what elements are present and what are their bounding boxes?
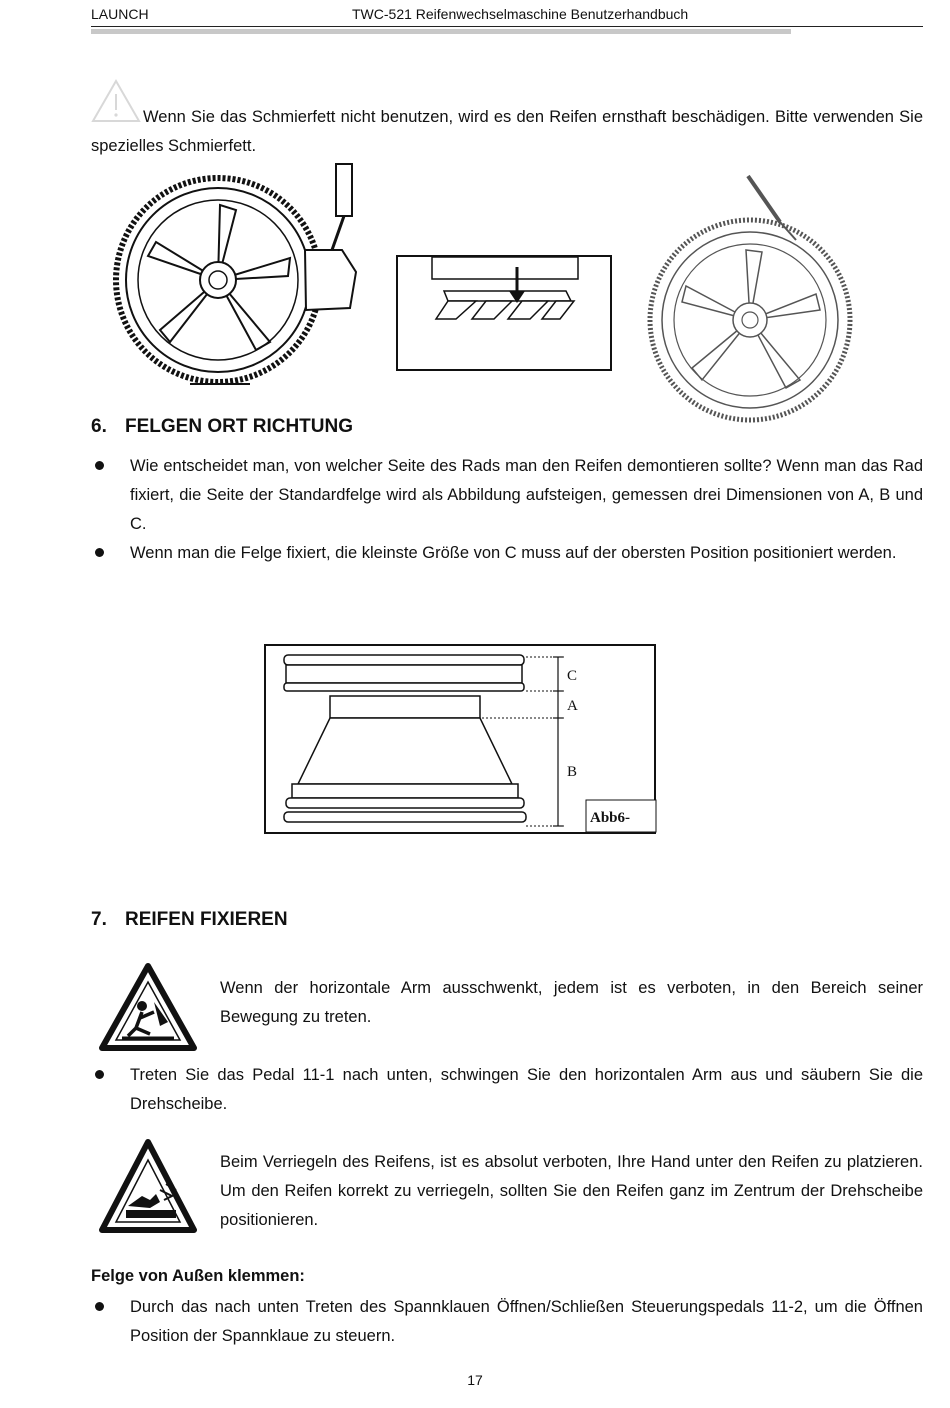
header-rule-shade: [91, 29, 791, 34]
clamp-subheading: Felge von Außen klemmen:: [91, 1267, 305, 1285]
page-number: 17: [467, 1372, 483, 1388]
bullet-marker: [95, 1302, 104, 1311]
header-brand: LAUNCH: [91, 6, 149, 22]
bead-breaker-detail-illustration: [396, 255, 612, 371]
section-7-title: REIFEN FIXIEREN: [125, 909, 288, 930]
crush-hazard-warning-icon: [98, 962, 198, 1052]
dimension-label-a: A: [567, 698, 578, 714]
section-7-warning-2: Beim Verriegeln des Reifens, ist es absolut verboten, Ihre Hand unter den Reifen zu platzieren. Um den Reifen korrekt zu verriegeln, sollten Sie den Reifen ganz im Zentrum der Drehscheibe positionieren.: [220, 1153, 923, 1229]
caution-text: Wenn Sie das Schmierfett nicht benutzen, wird es den Reifen ernsthaft beschädigen. Bitte verwenden Sie spezielles Schmierfett.: [91, 108, 923, 155]
section-7-bullet-2: Durch das nach unten Treten des Spannklauen Öffnen/Schließen Steuerungspedals 11-2, um die Öffnen Position der Spannklaue zu steuern.: [130, 1298, 923, 1345]
hand-hazard-warning-icon: [98, 1138, 198, 1236]
wheel-lubrication-illustration: [110, 160, 360, 390]
dimension-label-b: B: [567, 764, 578, 780]
section-6-bullet-2: Wenn man die Felge fixiert, die kleinste Größe von C muss auf der obersten Position positioniert werden.: [130, 544, 897, 562]
header-title: TWC-521 Reifenwechselmaschine Benutzerhandbuch: [352, 6, 689, 22]
section-6-number: 6.: [91, 416, 107, 437]
header-rule: [91, 26, 923, 27]
figure-caption: Abb6-: [590, 810, 631, 826]
rim-dimension-diagram: [264, 644, 658, 836]
section-6-bullet-1: Wie entscheidet man, von welcher Seite des Rads man den Reifen demontieren sollte? Wenn man das Rad fixiert, die Seite der Standardfelge wird als Abbildung aufsteigen, gemessen drei Dimensionen von A, B und C.: [130, 457, 923, 533]
section-7-bullet-1: Treten Sie das Pedal 11-1 nach unten, schwingen Sie den horizontalen Arm aus und säubern Sie die Drehscheibe.: [130, 1066, 923, 1113]
bullet-marker: [95, 548, 104, 557]
section-7-warning-1: Wenn der horizontale Arm ausschwenkt, jedem ist es verboten, in den Bereich seiner Bewegung zu treten.: [220, 979, 923, 1026]
section-6-title: FELGEN ORT RICHTUNG: [125, 416, 353, 437]
bullet-marker: [95, 1070, 104, 1079]
bullet-marker: [95, 461, 104, 470]
dimension-label-c: C: [567, 668, 578, 684]
wheel-mounting-illustration: [640, 170, 860, 425]
section-7-number: 7.: [91, 909, 107, 930]
